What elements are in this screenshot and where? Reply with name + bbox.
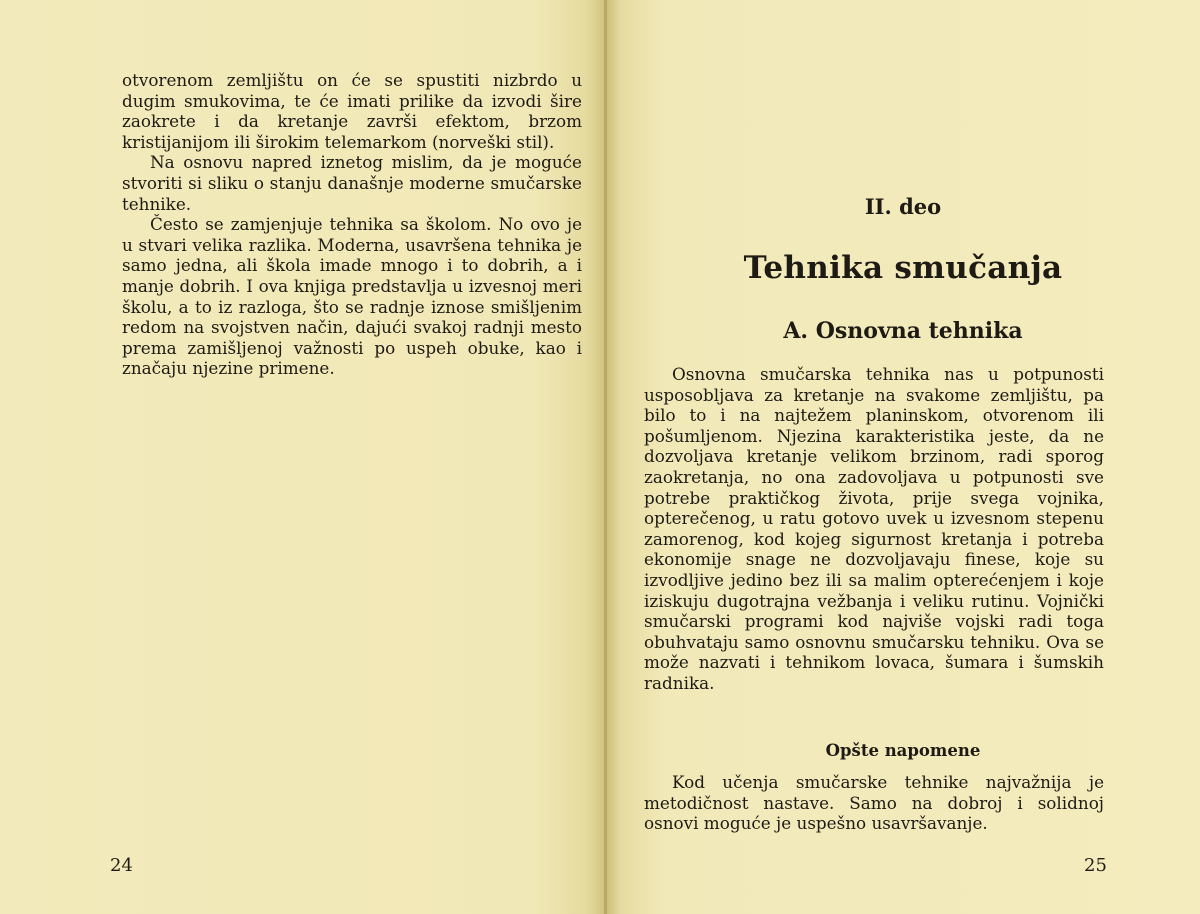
page-number-left: 24	[110, 855, 133, 876]
part-label: II. deo	[864, 194, 942, 219]
section-body	[644, 364, 1104, 694]
page-number-right: 25	[1084, 855, 1107, 876]
subsection-body	[644, 772, 1104, 834]
paragraph: Osnovna smučarska tehnika nas u potpunosti usposobljava za kretanje na svakome zemljištu, pa bilo to i na najtežem planinskom, otvorenom ili pošumljenom. Njezina karakteristika jeste, da ne dozvoljava kretanje velikom brzinom, radi sporog zaokretanja, no ona zadovoljava u potpunosti sve potrebe praktičkog života, prije svega vojnika, opterečenog, u ratu gotovo uvek u izvesnom stepenu zamorenog, kod kojeg sigurnost kretanja i potreba ekonomije snage ne dozvoljavaju finese, koje su izvodljive jedino bez ili sa malim opterećenjem i koje iziskuju dugotrajna vežbanja i veliku rutinu. Vojnički smučarski programi kod najviše vojski radi toga obuhvataju samo osnovnu smučarsku tehniku. Ova se može nazvati i tehnikom lovaca, šumara i šumskih radnika.	[644, 364, 1104, 693]
subsection-title: Opšte napomene	[825, 741, 981, 760]
paragraph: Kod učenja smučarske tehnike najvažnija je metodičnost nastave. Samo na dobroj i solidnoj osnovi moguće je uspešno usavršavanje.	[644, 772, 1104, 834]
paragraph: Na osnovu napred iznetog mislim, da je moguće stvoriti si sliku o stanju današnje moderne smučarske tehnike.	[122, 152, 582, 214]
paragraph-continuation: otvorenom zemljištu on će se spustiti nizbrdo u dugim smukovima, te će imati prilike da izvodi šire zaokrete i da kretanje završi efektom, brzom kristijanijom ili širokim telemarkom (norveški stil).	[122, 70, 582, 152]
left-page-text	[122, 70, 582, 379]
section-title: A. Osnovna tehnika	[783, 318, 1023, 344]
paragraph: Često se zamjenjuje tehnika sa školom. No ovo je u stvari velika razlika. Moderna, usavršena tehnika je samo jedna, ali škola imade mnogo i to dobrih, a i manje dobrih. I ova knjiga predstavlja u izvesnoj meri školu, a to iz razloga, što se radnje iznose smišljenim redom na svojstven način, dajući svakoj radnji mesto prema zamišljenoj važnosti po uspeh obuke, kao i značaju njezine primene.	[122, 214, 582, 379]
chapter-title: Tehnika smučanja	[743, 250, 1063, 286]
book-gutter	[604, 0, 607, 914]
